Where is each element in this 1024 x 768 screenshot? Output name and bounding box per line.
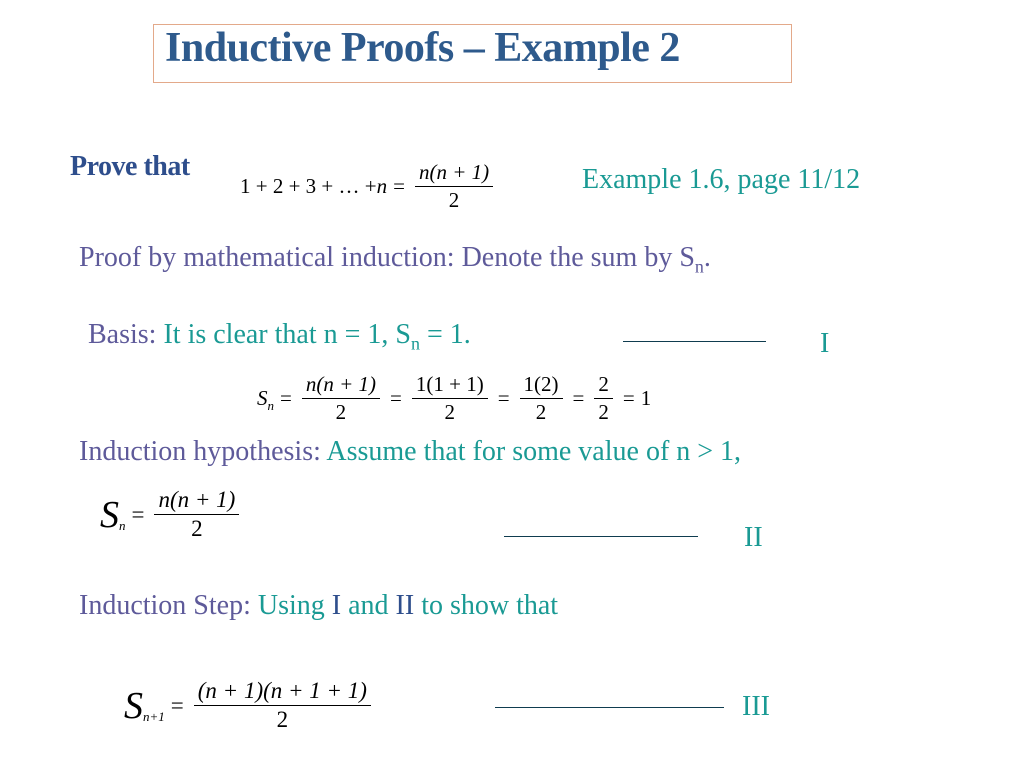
hypothesis-statement — [79, 436, 741, 468]
hypothesis-equation — [100, 487, 243, 542]
step-equation — [124, 678, 375, 733]
proof-subscript: n — [694, 256, 704, 277]
basis-text-b: = 1. — [419, 319, 471, 350]
basis-frac-4 — [594, 372, 613, 425]
step-fraction — [194, 678, 371, 733]
step-ref-I: I — [331, 590, 342, 621]
basis-eq-1: = — [280, 386, 292, 410]
sum-lhs: 1 + 2 + 3 + … + — [240, 174, 377, 198]
step-S: S — [124, 684, 143, 727]
hyp-numerator: n(n + 1) — [154, 487, 239, 515]
step-denominator: 2 — [276, 707, 289, 732]
basis-frac-1-den: 2 — [335, 400, 347, 424]
hypothesis-label: Induction hypothesis: — [79, 436, 321, 467]
basis-frac-3-num: 1(2) — [520, 372, 563, 399]
basis-result: 1 — [640, 386, 652, 410]
hyp-S: S — [100, 493, 119, 536]
basis-frac-1-num: n(n + 1) — [302, 372, 380, 399]
basis-subscript: n — [410, 333, 420, 354]
basis-frac-2 — [412, 372, 488, 425]
basis-label: Basis: — [88, 319, 157, 350]
basis-S: S — [257, 386, 268, 410]
hypothesis-text: Assume that for some value of n > 1, — [326, 436, 742, 467]
step-label: Induction Step: — [79, 590, 251, 621]
prove-that-label: Prove that — [70, 151, 190, 182]
basis-eq-4: = — [572, 386, 585, 410]
step-rule — [495, 707, 724, 708]
step-numerator: (n + 1)(n + 1 + 1) — [194, 678, 371, 706]
proof-text: Proof by mathematical induction: Denote the sum by S — [79, 242, 695, 273]
basis-eq-3: = — [497, 386, 510, 410]
step-ref-II: II — [395, 590, 415, 621]
basis-equation — [257, 372, 651, 425]
proof-end: . — [703, 242, 711, 273]
basis-eq-5: = — [622, 386, 635, 410]
basis-frac-2-num: 1(1 + 1) — [412, 372, 488, 399]
basis-rule — [623, 341, 766, 342]
step-and: and — [348, 590, 389, 621]
basis-frac-4-den: 2 — [598, 400, 609, 424]
sum-numerator: n(n + 1) — [415, 160, 493, 187]
hyp-denominator: 2 — [191, 516, 203, 541]
basis-frac-3 — [520, 372, 563, 425]
example-reference: Example 1.6, page 11/12 — [582, 164, 861, 195]
marker-I: I — [820, 328, 830, 359]
basis-frac-4-num: 2 — [594, 372, 613, 399]
basis-frac-1 — [302, 372, 380, 425]
sum-n: n — [376, 174, 388, 198]
step-statement — [79, 590, 558, 622]
marker-II: II — [744, 522, 763, 553]
step-S-sub: n+1 — [143, 708, 165, 724]
basis-frac-2-den: 2 — [444, 400, 456, 424]
step-using: Using — [257, 590, 325, 621]
proof-statement — [79, 242, 711, 278]
basis-frac-3-den: 2 — [535, 400, 547, 424]
basis-text-a: It is clear that n = 1, S — [163, 319, 411, 350]
step-equals: = — [170, 692, 184, 718]
sum-denominator: 2 — [448, 188, 460, 212]
marker-III: III — [742, 691, 770, 722]
sum-formula — [240, 160, 497, 213]
sum-fraction — [415, 160, 493, 213]
hypothesis-rule — [504, 536, 698, 537]
page-title: Inductive Proofs – Example 2 — [165, 25, 680, 71]
sum-equals: = — [393, 174, 405, 198]
step-to-show: to show that — [421, 590, 559, 621]
basis-S-sub: n — [267, 397, 274, 413]
hyp-S-sub: n — [119, 517, 126, 533]
basis-statement — [88, 319, 471, 355]
hyp-fraction — [154, 487, 239, 542]
hyp-equals: = — [131, 501, 145, 527]
basis-eq-2: = — [390, 386, 402, 410]
